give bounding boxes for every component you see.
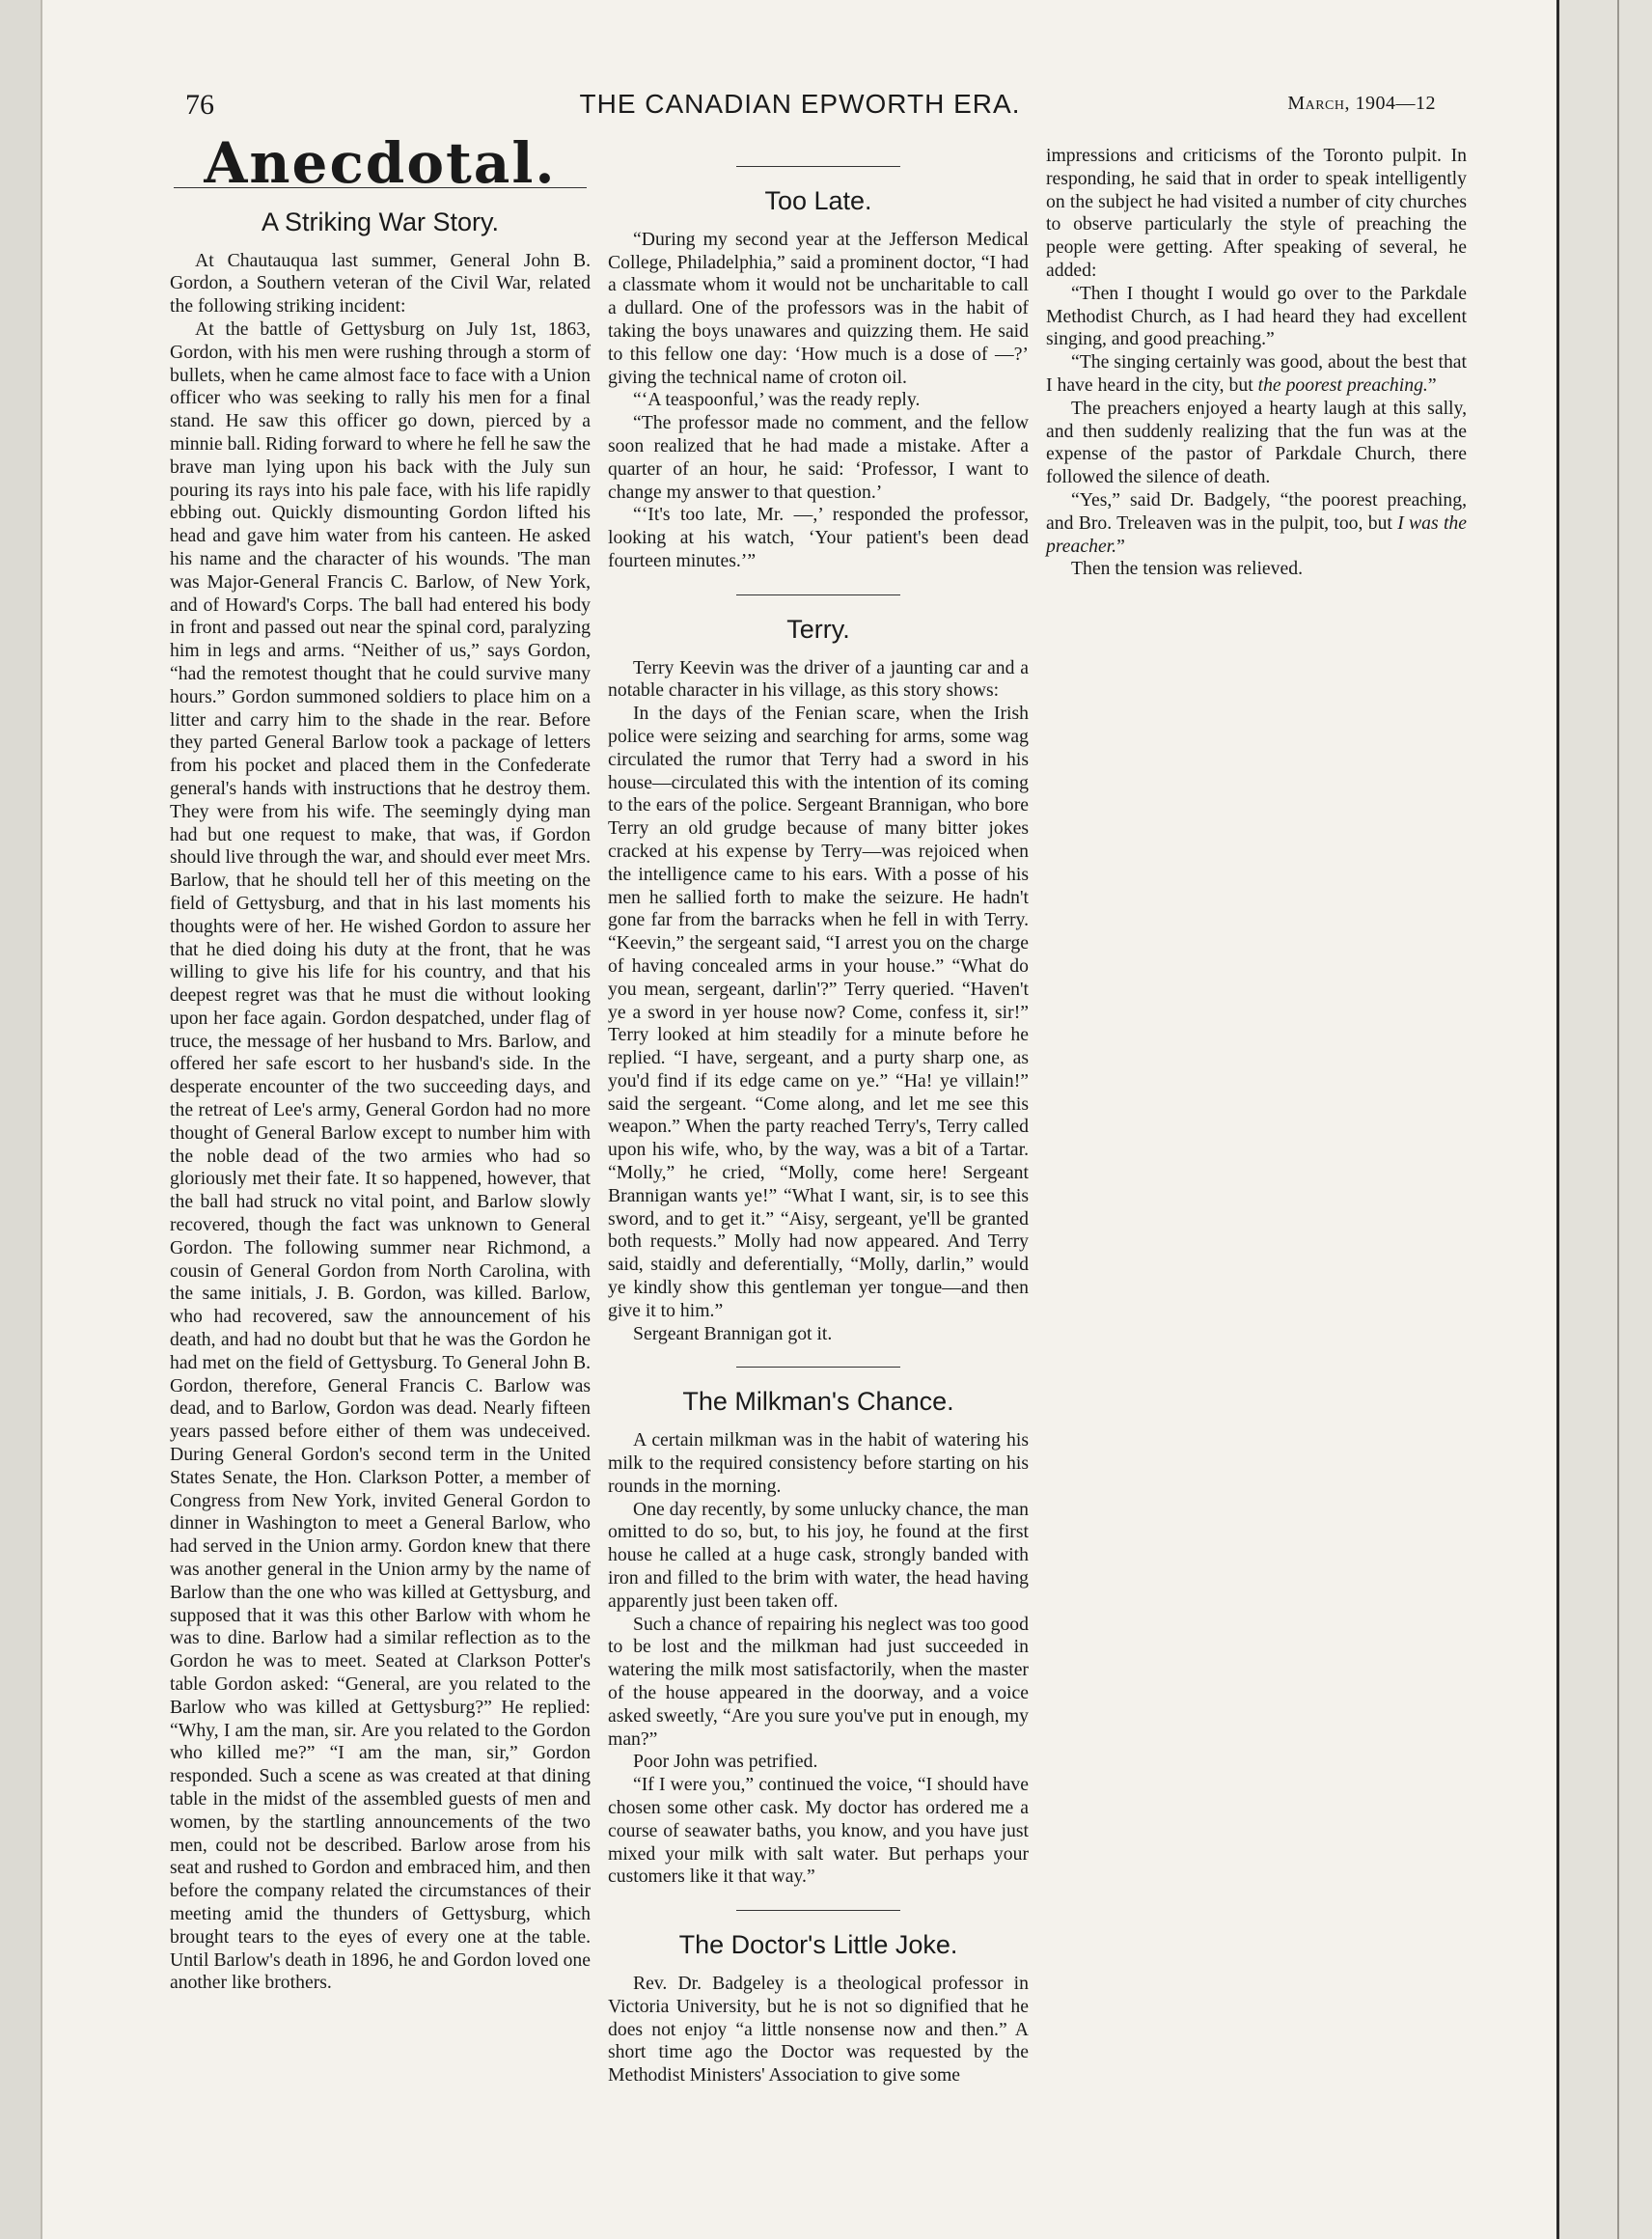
milkman-paragraph: “If I were you,” continued the voice, “I should have chosen some other cask. My doctor has ordered me a course of seawater baths, you know, and you have just mixed your milk with salt water. But perhaps your customers like it that way.”: [608, 1774, 1029, 1888]
article-title-terry: Terry.: [786, 614, 850, 644]
section-divider: [736, 1367, 900, 1368]
too-late-paragraph: “During my second year at the Jefferson Medical College, Philadelphia,” said a prominent doctor, “I had a classmate whom it would not be uncharitable to call a dullard. One of the professors was in the habit of taking the boys unawares and quizzing them. He said to this fellow one day: ‘How much is a dose of —?’ giving the technical name of croton oil.: [608, 228, 1029, 388]
emphasis-text: the poorest preaching.: [1257, 373, 1428, 396]
column-2: [608, 145, 1029, 2087]
too-late-paragraph: “The professor made no comment, and the fellow soon realized that he had made a mistake. After a quarter of an hour, he said: ‘Professor, I want to change my answer to that question.’: [608, 412, 1029, 503]
milkman-paragraph: Such a chance of repairing his neglect was too good to be lost and the milkman had just succeeded in watering the milk most satisfactorily, when the master of the house appeared in the doorway, and a voice asked sweetly, “Are you sure you've put in enough, my man?”: [608, 1613, 1029, 1750]
section-divider: [736, 166, 900, 167]
column-1: [170, 130, 591, 1995]
doctor-joke-paragraph: Then the tension was relieved.: [1071, 558, 1303, 580]
too-late-paragraph: “‘A teaspoonful,’ was the ready reply.: [633, 389, 921, 411]
terry-paragraph: Sergeant Brannigan got it.: [633, 1322, 833, 1344]
running-header: [164, 89, 1436, 127]
too-late-paragraph: “‘It's too late, Mr. —,’ responded the professor, looking at his watch, ‘Your patient's been dead fourteen minutes.’”: [608, 504, 1029, 571]
doctor-joke-paragraph: [1046, 489, 1467, 558]
column-3: [1046, 145, 1467, 581]
article-title-milkman: The Milkman's Chance.: [682, 1387, 954, 1417]
doctor-joke-paragraph: impressions and criticisms of the Toronto pulpit. In responding, he said that in order to speak intelligently on the subject he had visited a number of city churches to observe particularly the style of preaching the people were getting. After speaking of several, he added:: [1046, 145, 1467, 281]
milkman-paragraph: One day recently, by some unlucky chance, the man omitted to do so, but, to his joy, he found at the first house he called at a huge cask, strongly banded with iron and filled to the brim with water, the head having apparently just been taken off.: [608, 1498, 1029, 1612]
quote-text: “The singing certainly was good, about the best that I have heard in the city, but: [1046, 351, 1467, 396]
milkman-paragraph: A certain milkman was in the habit of watering his milk to the required consistency before starting on his rounds in the morning.: [608, 1429, 1029, 1497]
column-3-flow: [1046, 145, 1467, 581]
doctor-joke-paragraph: The preachers enjoyed a hearty laugh at this sally, and then suddenly realizing that the fun was at the expense of the pastor of Parkdale Church, there followed the silence of death.: [1046, 397, 1467, 488]
milkman-paragraph: Poor John was petrified.: [633, 1751, 818, 1773]
doctor-joke-paragraph: [1046, 351, 1467, 398]
quote-text: “Yes,” said Dr. Badgely, “the poorest preaching, and Bro. Treleaven was in the pulpit, too, but: [1046, 488, 1467, 534]
quote-close: ”: [1427, 373, 1437, 396]
quote-close: ”: [1116, 535, 1125, 557]
issue-date: March, 1904—12: [1287, 93, 1436, 114]
war-story-paragraph: At the battle of Gettysburg on July 1st, 1863, Gordon, with his men were rushing through a storm of bullets, when he came almost face to face with a Union officer who was seeking to rally his men for a final stand. He saw this officer go down, pierced by a minnie ball. Riding forward to where he fell he saw the brave man lying upon his back with the July sun pouring its rays into his pale face, with his life rapidly ebbing out. Quickly dismounting Gordon lifted his head and gave him water from his canteen. He asked his name and the character of his wounds. 'The man was Major-General Francis C. Barlow, of New York, and of Howard's Corps. The ball had entered his body in front and passed out near the spinal cord, paralyzing him in legs and arms. “Neither of us,” says Gordon, “had the remotest thought that he could survive many hours.” Gordon summoned soldiers to place him on a litter and carry him to the shade in the rear. Before they parted General Barlow took a package of letters from his pocket and placed them in the Confederate general's hands with instructions that he destroy them. They were from his wife. The seemingly dying man had but one request to make, that was, if Gordon should live through the war, and should ever meet Mrs. Barlow, that he should tell her of this meeting on the field of Gettysburg, and that in his last moments his thoughts were of her. He wished Gordon to assure her that he died doing his duty at the front, that he was willing to give his life for his country, and that his deepest regret was that he must die without looking upon her face again. Gordon despatched, under flag of truce, the message of her husband to Mrs. Barlow, and offered her safe escort to her husband's side. In the desperate encounter of the two succeeding days, and the retreat of Lee's army, General Gordon had no more thought of General Barlow except to number him with the noble dead of the two armies who had so gloriously met their fate. It so happened, however, that the ball had struck no vital point, and Barlow slowly recovered, though the fact was unknown to General Gordon. The following summer near Richmond, a cousin of General Gordon from North Carolina, with the same initials, J. B. Gordon, was killed. Barlow, who had recovered, saw the announcement of his death, and had no doubt but that he was the Gordon he had met on the field of Gettysburg. To General John B. Gordon, therefore, General Francis C. Barlow was dead, and to Barlow, Gordon was dead. Nearly fifteen years passed before either of them was undeceived. During General Gordon's second term in the United States Senate, the Hon. Clarkson Potter, a member of Congress from New York, invited General Gordon to dinner in Washington to meet a General Barlow, who had served in the Union army. Gordon knew that there was another general in the Union army by the name of Barlow than the one who was killed at Gettysburg, and supposed that it was this other Barlow with whom he was to dine. Barlow had a similar reflection as to the Gordon he was to meet. Seated at Clarkson Potter's table Gordon asked: “General, are you related to the Barlow who was killed at Gettysburg?” He replied: “Why, I am the man, sir. Are you related to the Gordon who killed me?” “I am the man, sir,” Gordon responded. Such a scene as was created at that dining table in the midst of the assembled guests of men and women, by the startling announcements of the two men, could not be described. Barlow arose from his seat and rushed to Gordon and embraced him, and then before the company related the circumstances of their meeting amid the thunders of Gettysburg, which brought tears to the eyes of every one at the table. Until Barlow's death in 1896, he and Gordon loved one another like brothers.: [170, 318, 591, 1994]
article-title-too-late: Too Late.: [764, 186, 872, 215]
emphasis-text: I was the preacher.: [1046, 511, 1468, 557]
next-page-edge: [1556, 0, 1652, 2239]
terry-paragraph: Terry Keevin was the driver of a jaunting car and a notable character in his village, as this story shows:: [608, 656, 1029, 702]
department-heading: Anecdotal.: [204, 130, 557, 196]
publication-title: THE CANADIAN EPWORTH ERA.: [579, 89, 1021, 119]
section-divider: [736, 594, 900, 595]
page-number: 76: [185, 89, 214, 121]
doctor-joke-paragraph: Rev. Dr. Badgeley is a theological professor in Victoria University, but he is not so dignified that he does not enjoy “a little nonsense now and then.” A short time ago the Doctor was requested by the Methodist Ministers' Association to give some: [608, 1972, 1029, 2087]
article-title-doctor-joke: The Doctor's Little Joke.: [678, 1930, 958, 1960]
doctor-joke-paragraph: “Then I thought I would go over to the Parkdale Methodist Church, as I had heard they had excellent singing, and good preaching.”: [1046, 282, 1467, 350]
war-story-paragraph: At Chautauqua last summer, General John B. Gordon, a Southern veteran of the Civil War, related the following striking incident:: [170, 249, 591, 318]
page-binding-edge: [0, 0, 42, 2239]
article-title-war-story: A Striking War Story.: [261, 207, 500, 236]
section-divider: [736, 1910, 900, 1911]
column-2-flow: [608, 166, 1029, 2087]
terry-paragraph: In the days of the Fenian scare, when the Irish police were seizing and searching for arms, some wag circulated the rumor that Terry had a sword in his house—circulated this with the intention of its coming to the ears of the police. Sergeant Brannigan, who bore Terry an old grudge because of many bitter jokes cracked at his expense by Terry—was rejoiced when the intelligence came to his ears. With a posse of his men he sallied forth to make the seizure. He hadn't gone far from the barracks when he fell in with Terry. “Keevin,” the sergeant said, “I arrest you on the charge of having concealed arms in your house.” “What do you mean, sergeant, darlin'?” Terry queried. “Haven't ye a sword in yer house now? Come, confess it, sir!” Terry looked at him steadily for a minute before he replied. “I have, sergeant, and a purty sharp one, as you'd find if its edge came on ye.” “Ha! ye villain!” said the sergeant. “Come along, and let me see this weapon.” When the party reached Terry's, Terry called upon his wife, who, by the way, was a bit of a Tartar. “Molly,” he cried, “Molly, come here! Sergeant Brannigan wants ye!” “What I want, sir, is to see this sword, and to get it.” “Aisy, sergeant, ye'll be granted both requests.” Molly had now appeared. And Terry said, staidly and deferentially, “Molly, darlin,” would ye kindly show this gentleman yer tongue—and then give it to him.”: [608, 703, 1029, 1321]
